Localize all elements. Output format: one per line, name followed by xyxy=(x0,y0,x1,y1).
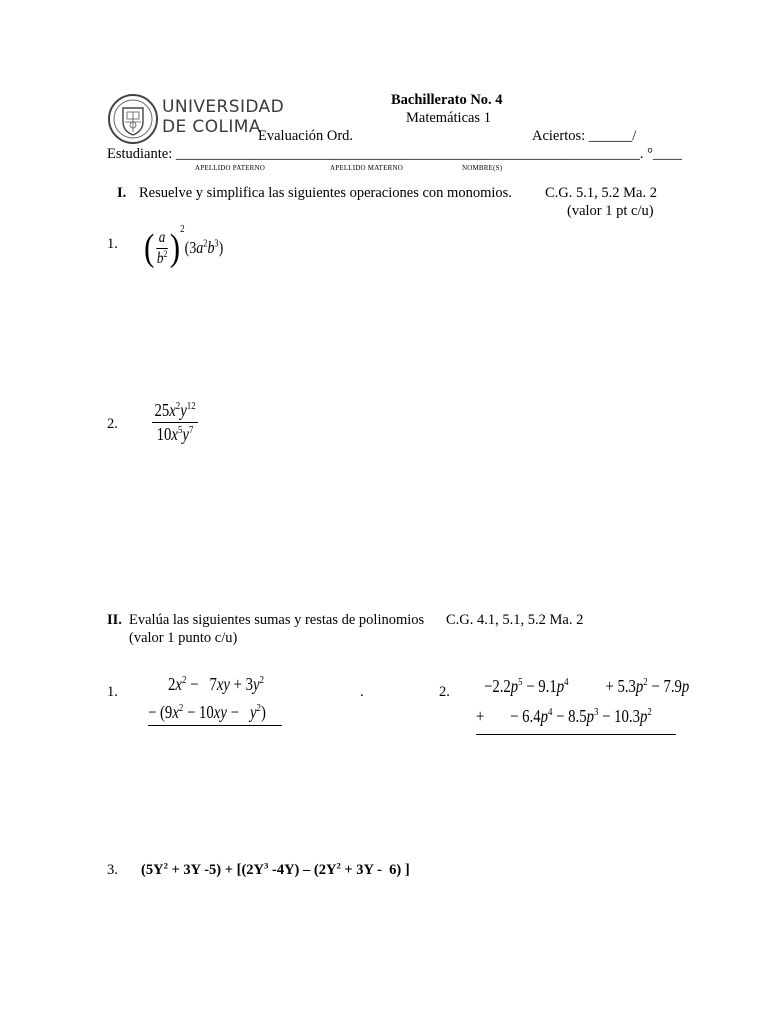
section2-title: Evalúa las siguientes sumas y restas de polinomios xyxy=(129,612,425,628)
problem-ii1-label: 1. xyxy=(107,684,118,700)
section1-title: Resuelve y simplifica las siguientes operaciones con monomios. xyxy=(139,185,512,201)
section1-criteria: C.G. 5.1, 5.2 Ma. 2 xyxy=(545,185,657,201)
problem-ii1-sum-line xyxy=(148,725,282,726)
sub-label-names: NOMBRE(S) xyxy=(462,164,503,172)
problem-ii2-label: 2. xyxy=(439,684,450,700)
problem-ii2-sum-line xyxy=(476,734,676,735)
student-name-field: Estudiante: ________________________________________________________________. °____ xyxy=(107,146,682,162)
problem1-expression: ( $\frac{a}{b^2}$ )$^2(3a^2b^3)$ xyxy=(144,222,224,269)
score-field: Aciertos: ______/ xyxy=(532,128,637,144)
school-name: Bachillerato No. 4 xyxy=(391,92,503,108)
institution-name-line2: DE COLIMA xyxy=(162,117,261,137)
section2-criteria: C.G. 4.1, 5.1, 5.2 Ma. 2 xyxy=(446,612,584,628)
section1-number: I. xyxy=(117,185,127,201)
problem-ii2-line1: $-2.2p^5 - 9.1p^4$ + $5.3p^2 - 7.9p$ xyxy=(484,675,690,696)
university-seal-icon xyxy=(107,92,159,146)
exam-type: Evaluación Ord. xyxy=(258,128,354,144)
section2-value: (valor 1 punto c/u) xyxy=(129,630,238,646)
problem-ii3-label: 3. xyxy=(107,862,118,878)
problem-ii1-line1: $2x^2 - 7xy + 3y^2$ xyxy=(168,673,265,694)
sub-label-maternal: APELLIDO MATERNO xyxy=(330,164,404,172)
sub-label-paternal: APELLIDO PATERNO xyxy=(195,164,266,172)
problem-ii3-expression: ($5Y^2 + 3Y$ $-5) + [(2Y^3$ $-4Y) - (2Y^2 + 3Y - 6)$ ] xyxy=(141,860,410,878)
separator-dot: . xyxy=(360,684,364,700)
problem2-label: 2. xyxy=(107,416,118,432)
subject-name: Matemáticas 1 xyxy=(406,110,491,126)
problem-ii2-line2: + − $6.4p^4 - 8.5p^3 - 10.3p^2$ xyxy=(476,705,652,726)
section2-number: II. xyxy=(107,612,122,628)
institution-name-line1: UNIVERSIDAD xyxy=(162,97,285,117)
problem-ii1-line2: − $(9x^2 - 10xy - y^2)$ xyxy=(148,701,266,722)
section1-value: (valor 1 pt c/u) xyxy=(567,203,654,219)
problem1-label: 1. xyxy=(107,236,118,252)
problem2-expression: $\frac{25x^2y^{12}}{10x^5y^7}$ xyxy=(152,400,208,445)
university-logo xyxy=(107,92,285,146)
